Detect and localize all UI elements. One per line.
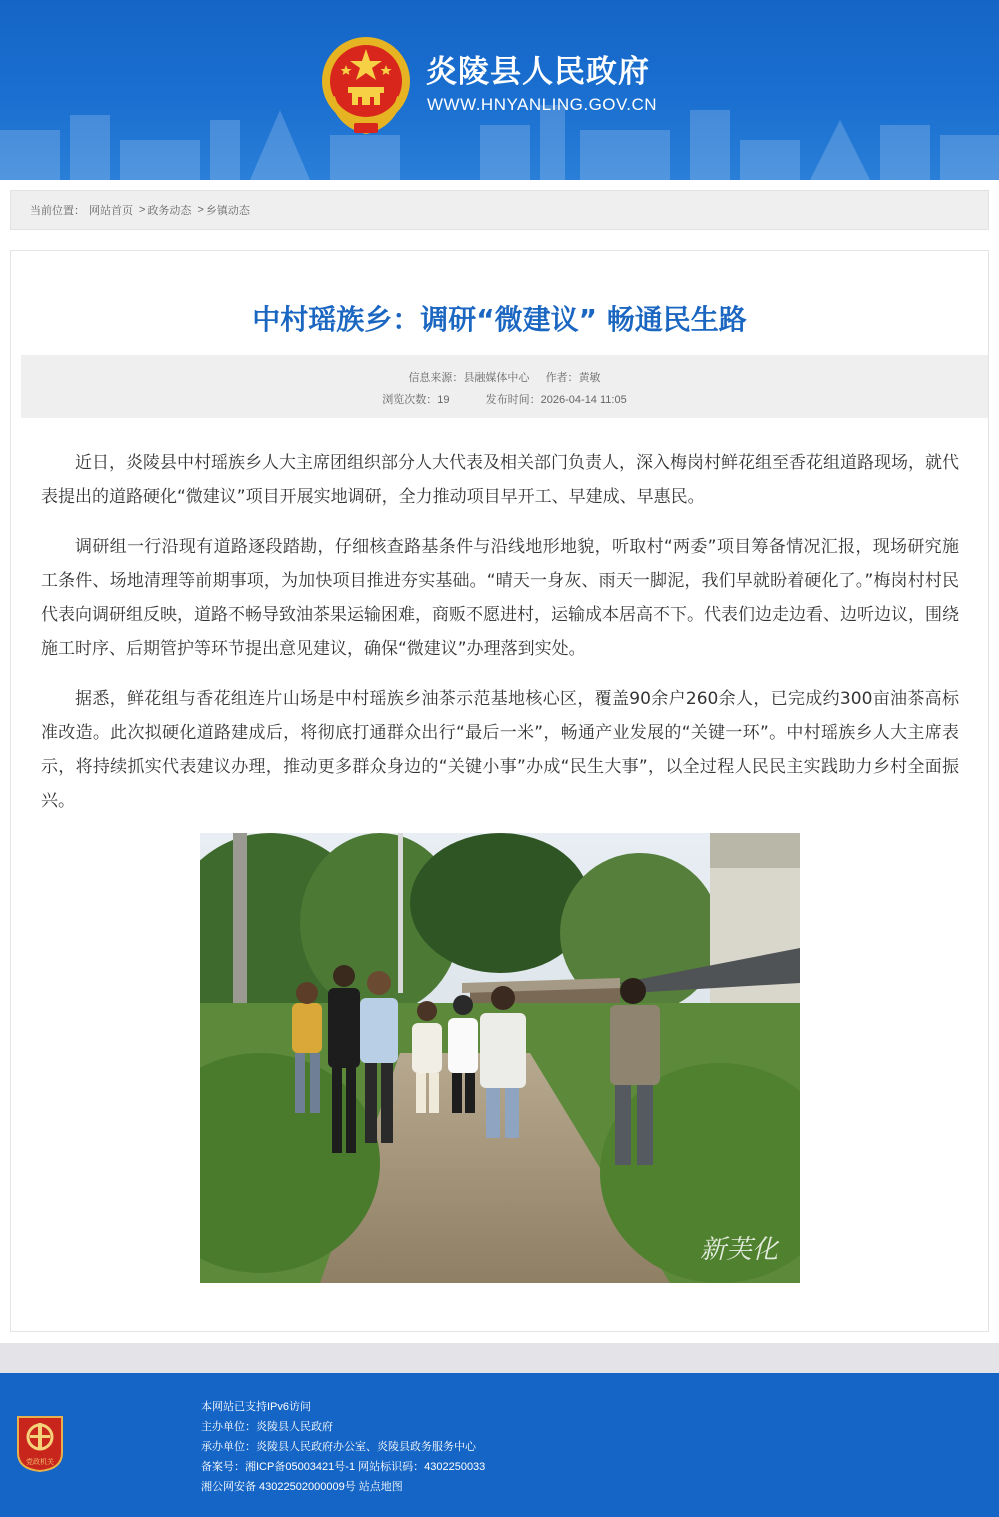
breadcrumb-township[interactable]: 乡镇动态 xyxy=(205,205,250,217)
published-value: 2026-04-14 11:05 xyxy=(540,394,627,406)
views-label: 浏览次数： xyxy=(382,394,438,406)
breadcrumb-separator: > xyxy=(197,204,204,216)
views-value: 19 xyxy=(437,394,450,406)
breadcrumb-prefix: 当前位置： xyxy=(30,205,85,217)
footer-security[interactable]: 湘公网安备 43022502000009号 站点地图 xyxy=(201,1481,403,1493)
footer-divider xyxy=(0,1343,999,1373)
site-footer xyxy=(0,1373,999,1517)
article-paragraph: 据悉，鲜花组与香花组连片山场是中村瑶族乡油茶示范基地核心区，覆盖90余户260余人，已完成约300亩油茶高标准改造。此次拟硬化道路建成后，将彻底打通群众出行“最后一米”，畅通产业发展的“关键一环”。中村瑶族乡人大主席表示，将持续抓实代表建议办理，推动更多群众身边的“关键小事”办成“民生大事”，以全过程人民民主实践助力乡村全面振兴。 xyxy=(41,689,959,811)
footer-ipv6: 本网站已支持IPv6访问 xyxy=(201,1401,312,1413)
article-body xyxy=(41,446,959,834)
party-government-badge-icon[interactable] xyxy=(14,1413,66,1473)
article-paragraph: 近日，炎陵县中村瑶族乡人大主席团组织部分人大代表及相关部门负责人，深入梅岗村鲜花组至香花组道路现场，就代表提出的道路硬化“微建议”项目开展实地调研，全力推动项目早开工、早建成、早惠民。 xyxy=(41,453,959,507)
author-value: 黄敏 xyxy=(578,372,601,384)
breadcrumb-news[interactable]: 政务动态 xyxy=(147,205,192,217)
breadcrumb-separator: > xyxy=(139,204,146,216)
site-title[interactable]: 炎陵县人民政府 xyxy=(426,54,650,90)
source-label: 信息来源： xyxy=(408,372,464,384)
footer-icp[interactable]: 备案号：湘ICP备05003421号-1 网站标识码：4302250033 xyxy=(201,1461,486,1473)
author-label: 作者： xyxy=(545,372,579,384)
published-label: 发布时间： xyxy=(485,394,541,406)
site-header xyxy=(0,0,999,180)
footer-organizer: 承办单位：炎陵县人民政府办公室、炎陵县政务服务中心 xyxy=(201,1441,476,1453)
site-url[interactable]: WWW.HNYANLING.GOV.CN xyxy=(427,95,658,114)
article-paragraph: 调研组一行沿现有道路逐段踏勘，仔细核查路基条件与沿线地形地貌，听取村“两委”项目筹备情况汇报，现场研究施工条件、场地清理等前期事项，为加快项目推进夯实基础。“晴天一身灰、雨天一脚泥，我们早就盼着硬化了。”梅岗村村民代表向调研组反映，道路不畅导致油茶果运输困难，商贩不愿进村，运输成本居高不下。代表们边走边看、边听边议，围绕施工时序、后期管护等环节提出意见建议，确保“微建议”办理落到实处。 xyxy=(41,537,959,659)
photo-watermark: 新芙化 xyxy=(700,1235,779,1265)
footer-sponsor: 主办单位：炎陵县人民政府 xyxy=(201,1421,333,1433)
breadcrumb xyxy=(10,190,989,230)
national-emblem-icon[interactable] xyxy=(320,35,412,135)
breadcrumb-home[interactable]: 网站首页 xyxy=(89,205,133,217)
article-title: 中村瑶族乡：调研“微建议” 畅通民生路 xyxy=(252,303,747,336)
badge-label: 党政机关 xyxy=(26,1458,54,1466)
article-photo xyxy=(200,833,800,1283)
article-meta xyxy=(21,355,988,418)
source-value: 县融媒体中心 xyxy=(463,372,530,384)
